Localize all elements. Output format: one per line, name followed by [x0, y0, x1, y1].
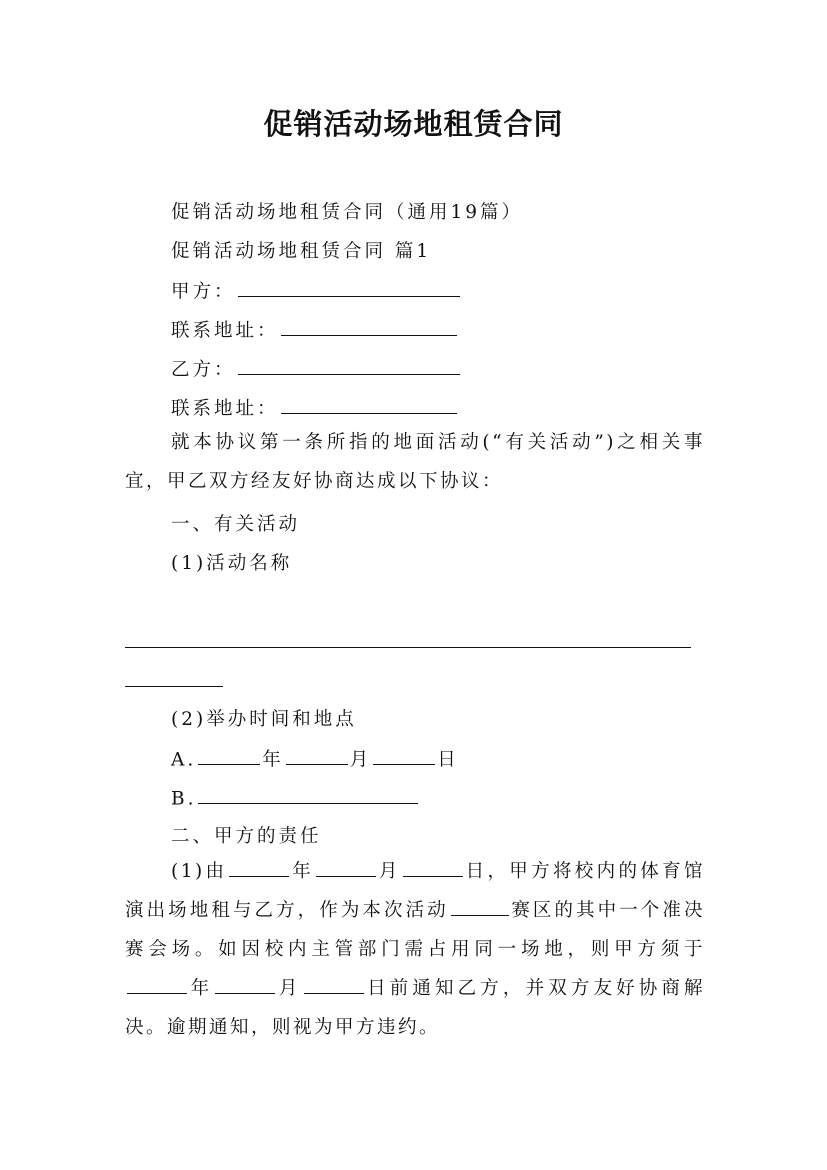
item-time-place: (2)举办时间和地点 — [171, 709, 357, 730]
date-day-label: 日 — [437, 749, 459, 771]
activity-name-blank-line-1 — [125, 647, 691, 648]
activity-name-blank-line-2 — [125, 686, 223, 687]
heading-activity: 一、有关活动 — [171, 514, 301, 535]
clause-text-3: 月 — [378, 861, 401, 882]
party-a-blank — [238, 276, 460, 297]
clause-text-7: 月 — [277, 978, 302, 999]
clause-day-blank — [403, 856, 463, 877]
document-title: 促销活动场地租赁合同 — [263, 107, 564, 141]
address-b-blank — [281, 393, 457, 414]
address-b-line — [171, 393, 459, 420]
section-title: 促销活动场地租赁合同 篇1 — [171, 241, 432, 262]
address-a-line — [171, 315, 459, 342]
address-a-blank — [281, 315, 457, 336]
clause-region-blank — [451, 895, 509, 916]
notice-day-blank — [304, 973, 364, 994]
notice-month-blank — [215, 973, 275, 994]
clause-text-4: 日，甲方将校内的体育馆演出场地租与乙方，作为本次活动 — [125, 861, 705, 921]
clause-text-2: 年 — [291, 861, 315, 882]
intro-paragraph: 就本协议第一条所指的地面活动(“有关活动”)之相关事宜，甲乙双方经友好协商达成以下协议： — [125, 432, 705, 492]
notice-year-blank — [127, 973, 187, 994]
date-prefix: A. — [171, 749, 197, 771]
address-b-label: 联系地址： — [171, 398, 279, 420]
clause-text-5: 赛区的其中一个准决赛会场。如因校内主管部门需占用同一场地，则甲方须于 — [125, 900, 705, 960]
date-day-blank — [373, 744, 435, 765]
document-subtitle: 促销活动场地租赁合同（通用19篇） — [171, 202, 524, 223]
location-prefix: B. — [171, 788, 197, 810]
party-a-line — [171, 276, 462, 303]
clause-month-blank — [316, 856, 376, 877]
location-blank — [198, 783, 418, 804]
address-a-label: 联系地址： — [171, 320, 279, 342]
clause-paragraph — [125, 852, 705, 1047]
clause-year-blank — [229, 856, 289, 877]
date-year-label: 年 — [262, 749, 284, 771]
heading-party-a-duty: 二、甲方的责任 — [171, 826, 322, 847]
date-month-blank — [286, 744, 348, 765]
party-b-blank — [238, 354, 460, 375]
party-b-label: 乙方： — [171, 359, 236, 381]
party-b-line — [171, 354, 462, 381]
clause-text-6: 年 — [189, 978, 214, 999]
item-activity-name: (1)活动名称 — [171, 553, 293, 574]
date-month-label: 月 — [349, 749, 372, 771]
clause-text-1: (1)由 — [171, 861, 228, 882]
date-year-blank — [198, 744, 260, 765]
party-a-label: 甲方： — [171, 281, 236, 303]
location-line — [171, 783, 420, 809]
date-line — [171, 744, 459, 771]
clause-text-8: 日前通知乙方，并双方友好协商解决。逾期通知，则视为甲方违约。 — [125, 978, 705, 1038]
